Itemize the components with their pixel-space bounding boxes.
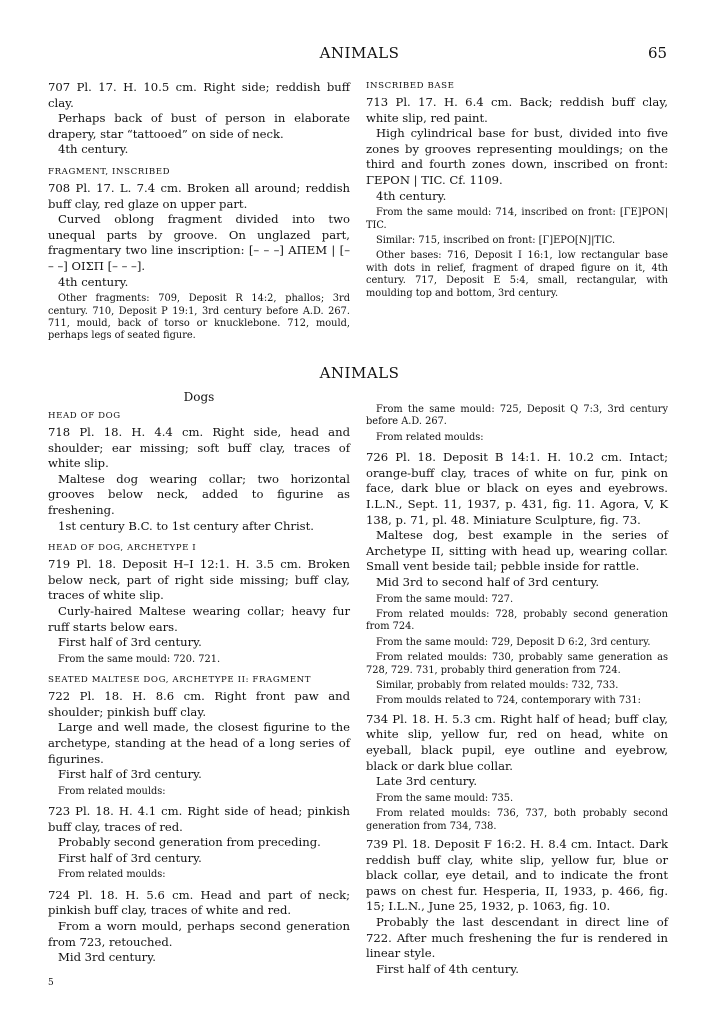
- entry-723-line2: Probably second generation from preceding.: [58, 835, 321, 850]
- entry-734-line2: Late 3rd century.: [376, 774, 478, 789]
- running-head: ANIMALS: [319, 44, 400, 62]
- signature-mark: 5: [48, 978, 54, 988]
- bottom-right-column: [366, 404, 668, 977]
- entry-718-line3: 1st century B.C. to 1st century after Christ.: [58, 518, 314, 533]
- label-722: SEATED MALTESE DOG, ARCHETYPE II: FRAGMENT: [48, 675, 312, 686]
- entry-734-line1: 734 Pl. 18. H. 5.3 cm. Right half of head; buff clay, white slip, yellow fur, red on head, white on eyeball, black pupil, eye outline and eyebrow, black or dark blue collar.: [366, 711, 668, 773]
- entry-729-same-mould: From the same mould: 729, Deposit D 6:2, 3rd century.: [376, 636, 651, 648]
- entry-723-related: From related moulds:: [58, 869, 166, 881]
- entry-722-line3: First half of 3rd century.: [58, 767, 202, 782]
- entry-724-line1: 724 Pl. 18. H. 5.6 cm. Head and part of neck; pinkish buff clay, traces of white and red.: [48, 887, 350, 918]
- label-718: HEAD OF DOG: [48, 411, 121, 421]
- section-title: ANIMALS: [319, 364, 400, 382]
- entry-726-line1: 726 Pl. 18. Deposit B 14:1. H. 10.2 cm. Intact; orange-buff clay, traces of white on fur, pink on face, dark blue or black on eyes and eyebrows. I.L.N., Sept. 11, 1937, p. 431, fig. 11. Agora, V, K 138, p. 71, pl. 48. Miniature Sculpture, fig. 73.: [366, 450, 668, 527]
- entry-722-line1: 722 Pl. 18. H. 8.6 cm. Right front paw and shoulder; pinkish buff clay.: [48, 689, 350, 719]
- entry-731-contemporary: From moulds related to 724, contemporary with 731:: [376, 695, 641, 707]
- entry-719-same-mould: From the same mould: 720. 721.: [58, 653, 221, 665]
- label-708: FRAGMENT, INSCRIBED: [48, 166, 171, 177]
- label-713: INSCRIBED BASE: [366, 81, 455, 91]
- entry-723-line1: 723 Pl. 18. H. 4.1 cm. Right side of head; pinkish buff clay, traces of red.: [48, 804, 350, 834]
- entry-718-line1: 718 Pl. 18. H. 4.4 cm. Right side, head and shoulder; ear missing; soft buff clay, traces of white slip.: [48, 425, 350, 471]
- entry-708-line1: 708 Pl. 17. L. 7.4 cm. Broken all around; reddish buff clay, red glaze on upper part.: [48, 180, 350, 211]
- entry-722-line2: Large and well made, the closest figurine to the archetype, standing at the head of a long series of figurines.: [48, 720, 350, 766]
- entry-713-line1: 713 Pl. 17. H. 6.4 cm. Back; reddish buff clay, white slip, red paint.: [366, 95, 668, 125]
- entry-724-line3: Mid 3rd century.: [58, 950, 156, 965]
- bottom-left-column: [48, 388, 350, 966]
- entry-707-line3: 4th century.: [58, 142, 129, 157]
- entry-722-related: From related moulds:: [58, 785, 166, 797]
- entry-718-line2: Maltese dog wearing collar; two horizontal grooves below neck, added to figurine as freshening.: [48, 471, 350, 517]
- entry-719-line2: Curly-haired Maltese wearing collar; heavy fur ruff starts below ears.: [48, 603, 350, 634]
- entry-725-related: From related moulds:: [376, 431, 484, 443]
- entry-739-line3: First half of 4th century.: [376, 961, 519, 976]
- entry-732-similar: Similar, probably from related moulds: 732, 733.: [376, 680, 619, 691]
- top-right-column: [366, 80, 668, 300]
- entry-726-line3: Mid 3rd to second half of 3rd century.: [376, 574, 600, 589]
- entry-727-same-mould: From the same mould: 727.: [376, 593, 514, 605]
- entry-739-line2: Probably the last descendant in direct line of 722. After much freshening the fur is rendered in linear style.: [366, 914, 668, 961]
- entry-708-other-fragments: Other fragments: 709, Deposit R 14:2, phallos; 3rd century. 710, Deposit P 19:1, 3rd century before A.D. 267. 711, mould, back of torso or knucklebone. 712, mould, perhaps legs of seated figure.: [48, 293, 350, 342]
- page-number: 65: [648, 44, 668, 62]
- section-subtitle: Dogs: [183, 390, 215, 404]
- entry-713-line3: 4th century.: [376, 188, 447, 203]
- entry-713-other-bases: Other bases: 716, Deposit I 16:1, low rectangular base with dots in relief, fragment of draped figure on it, 4th century. 717, Deposit E 5:4, small, rectangular, with moulding top and bottom, 3rd century.: [366, 250, 668, 299]
- entry-707-line2: Perhaps back of bust of person in elaborate drapery, star “tattooed” on side of neck.: [48, 111, 350, 141]
- entry-726-line2: Maltese dog, best example in the series of Archetype II, sitting with head up, wearing collar. Small vent beside tail; pebble inside for rattle.: [366, 528, 668, 574]
- entry-719-line1: 719 Pl. 18. Deposit H–I 12:1. H. 3.5 cm. Broken below neck, part of right side missing; buff clay, traces of white slip.: [48, 557, 350, 603]
- label-719: HEAD OF DOG, ARCHETYPE I: [48, 543, 197, 554]
- entry-708-line2: Curved oblong fragment divided into two unequal parts by groove. On unglazed part, fragmentary two line inscription: [– – –] ΑΠΕΜ | [– – –] ΟΙΣΠ [– – –].: [48, 212, 350, 273]
- entry-713-line2: High cylindrical base for bust, divided into five zones by grooves representing mouldings; on the third and fourth zones down, inscribed on front: ΓΕΡΟΝ | ΤΙC. Cf. 1109.: [366, 126, 668, 187]
- entry-728-related: From related moulds: 728, probably second generation from 724.: [366, 608, 668, 633]
- entry-735-same-mould: From the same mould: 735.: [376, 792, 514, 804]
- top-left-column: [48, 80, 350, 343]
- entry-736-related: From related moulds: 736, 737, both probably second generation from 734, 738.: [366, 808, 668, 832]
- entry-713-same-mould: From the same mould: 714, inscribed on front: [ΓΕ]ΡΟΝ| ΤΙC.: [366, 207, 668, 231]
- entry-713-similar: Similar: 715, inscribed on front: [Γ]ΕΡΟ[Ν]|ΤΙC.: [376, 234, 616, 246]
- entry-708-line3: 4th century.: [58, 274, 129, 289]
- entry-707-line1: 707 Pl. 17. H. 10.5 cm. Right side; reddish buff clay.: [48, 80, 350, 110]
- entry-724-line2: From a worn mould, perhaps second generation from 723, retouched.: [48, 919, 350, 949]
- entry-723-line3: First half of 3rd century.: [58, 850, 202, 865]
- entry-725-same-mould: From the same mould: 725, Deposit Q 7:3, 3rd century before A.D. 267.: [366, 404, 668, 428]
- entry-739-line1: 739 Pl. 18. Deposit F 16:2. H. 8.4 cm. Intact. Dark reddish buff clay, white slip, yellow fur, blue or black collar, eye detail, and to indicate the front paws on chest fur. Hesperia, II, 1933, p. 466, fig. 15; I.L.N., June 25, 1932, p. 1063, fig. 10.: [366, 837, 668, 914]
- entry-719-line3: First half of 3rd century.: [58, 635, 202, 650]
- entry-730-related: From related moulds: 730, probably same generation as 728, 729. 731, probably third generation from 724.: [366, 652, 668, 676]
